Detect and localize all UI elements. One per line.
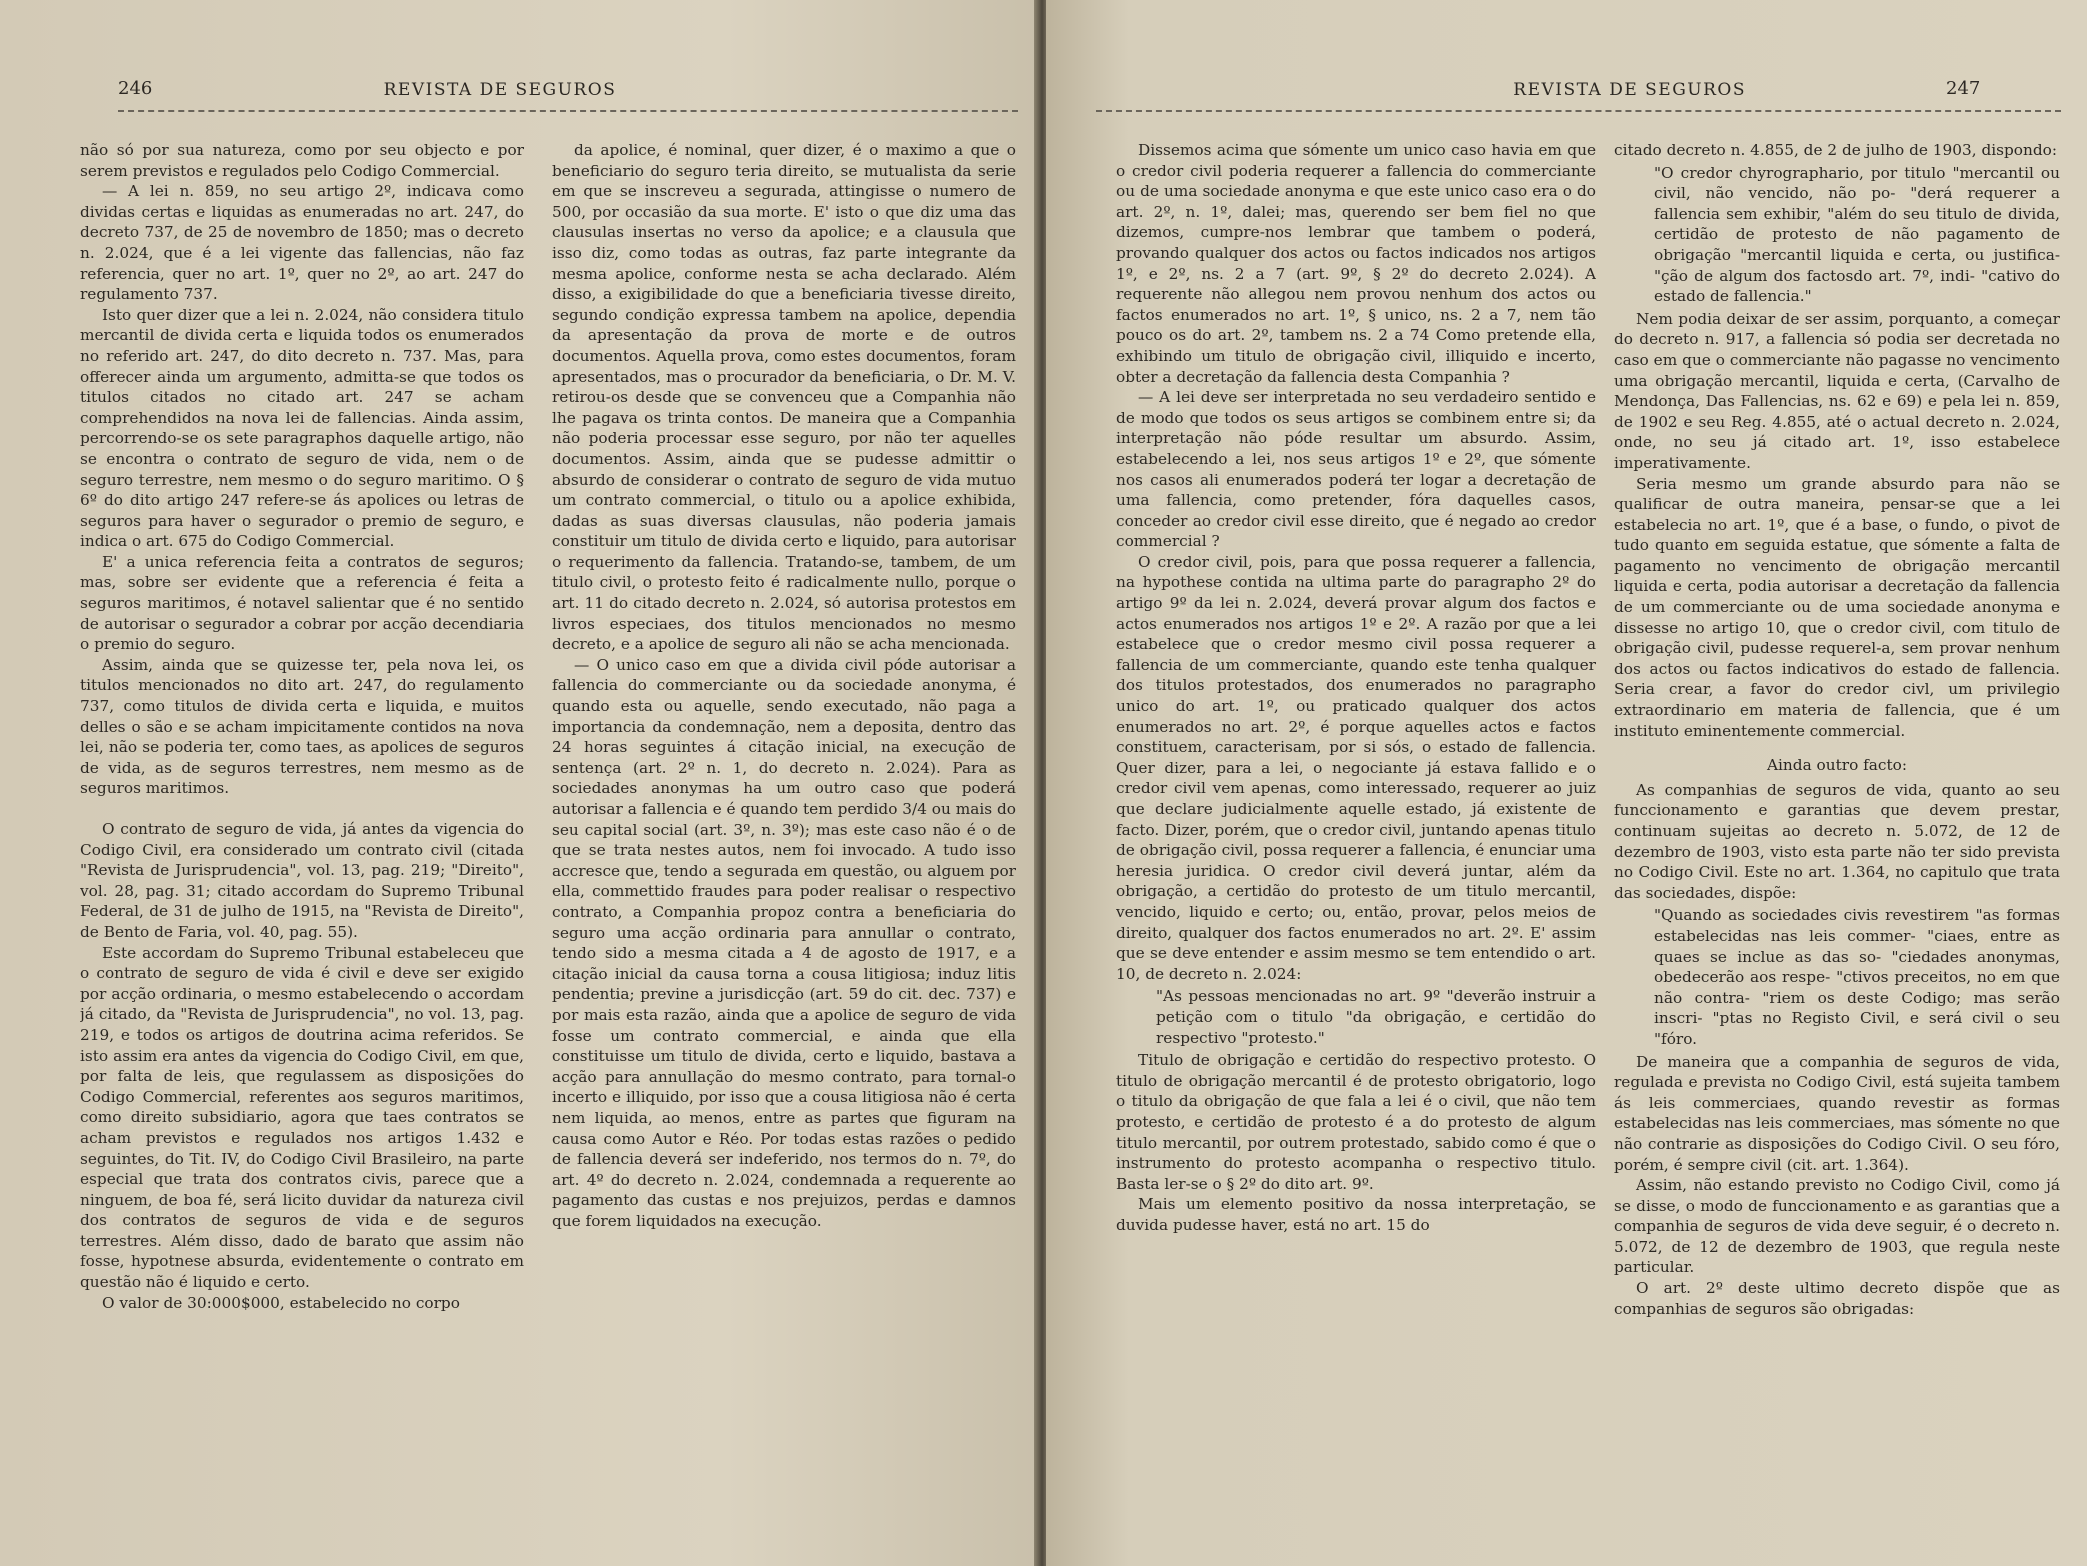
paragraph: Dissemos acima que sómente um unico caso havia em que o credor civil poderia requerer a fallencia do commerciante ou de uma sociedade anonyma e que este unico caso era o do art. 2º, n. 1º, dalei; mas, querendo ser bem fiel no que dizemos, cumpre-nos lembrar que tambem o poderá, provando qualquer dos actos ou factos indicados nos artigos 1º, e 2º, ns. 2 a 7 (art. 9º, § 2º do decreto 2.024). A requerente não allegou nem provou nenhum dos actos ou factos enumerados no art. 1º, § unico, ns. 2 a 7, nem tão pouco os do art. 2º, tambem ns. 2 a 74 Como pretende ella, exhibindo um titulo de obrigação civil, illiquido e incerto, obter a decretação da fallencia desta Companhia ?	[1116, 141, 1596, 386]
left-column-1	[80, 140, 524, 1540]
paragraph: Assim, ainda que se quizesse ter, pela nova lei, os titulos mencionados no dito art. 247, do regulamento 737, como titulos de divida certa e liquida, e muitos delles o são e se acham impicitamente contidos na nova lei, não se poderia ter, como taes, as apolices de seguros de vida, as de seguros terrestres, nem mesmo as de seguros maritimos.	[80, 655, 524, 798]
paragraph: O credor civil, pois, para que possa requerer a fallencia, na hypothese contida na ultima parte do paragrapho 2º do artigo 9º da lei n. 2.024, deverá provar algum dos factos e actos enumerados nos artigos 1º e 2º. A razão por que a lei estabelece que o credor mesmo civil possa requerer a fallencia de um commerciante, quando este tenha qualquer dos titulos protestados, dos enumerados no paragrapho unico do art. 1º, ou praticado qualquer dos actos enumerados no art. 2º, é porque aquelles actos e factos constituem, caracterisam, por si sós, o estado de fallencia. Quer dizer, para a lei, o negociante já estava fallido e o credor civil vem apenas, como interessado, requerer ao juiz que declare judicialmente aquelle estado, já existente de facto. Dizer, porém, que o credor civil, juntando apenas titulo de obrigação civil, possa requerer a fallencia, é enunciar uma heresia juridica. O credor civil deverá juntar, além da obrigação, a certidão do protesto de um titulo mercantil, vencido, liquido e certo; ou, então, provar, pelos meios de direito, qualquer dos factos enumerados no art. 2º. E' assim que se deve entender e assim mesmo se tem entendido o art. 10, de decreto n. 2.024:	[1116, 552, 1596, 983]
paragraph: citado decreto n. 4.855, de 2 de julho de 1903, dispondo:	[1614, 141, 2058, 159]
left-column-2	[552, 140, 1016, 1540]
paragraph: — A lei n. 859, no seu artigo 2º, indicava como dividas certas e liquidas as enumeradas no art. 247, do decreto 737, de 25 de novembro de 1850; mas o decreto n. 2.024, que é a lei vigente das fallencias, não faz referencia, quer no art. 1º, quer no 2º, ao art. 247 do regulamento 737.	[80, 182, 524, 304]
paragraph: não só por sua natureza, como por seu objecto e por serem previstos e regulados pelo Codigo Commercial.	[80, 141, 524, 180]
running-head-right: REVISTA DE SEGUROS	[1513, 80, 1746, 100]
block-quote: "As pessoas mencionadas no art. 9º "deverão instruir a petição com o titulo "da obrigação, e certidão do respectivo "protesto."	[1156, 987, 1596, 1047]
page-number-left: 246	[118, 78, 153, 99]
paragraph: De maneira que a companhia de seguros de vida, regulada e prevista no Codigo Civil, está sujeita tambem ás leis commerciaes, quando revestir as formas estabelecidas nas leis commerciaes, mas sómente no que não contrarie as disposições do Codigo Civil. O seu fóro, porém, é sempre civil (cit. art. 1.364).	[1614, 1052, 2060, 1174]
right-page	[1046, 0, 2087, 1566]
paragraph: da apolice, é nominal, quer dizer, é o maximo a que o beneficiario do seguro teria direito, se mutualista da serie em que se inscreveu a segurada, attingisse o numero de 500, por occasião da sua morte. E' isto o que diz uma das clausulas insertas no verso da apolice; e a clausula que isso diz, como todas as outras, faz parte integrante da mesma apolice, conforme nesta se acha declarado. Além disso, a exigibilidade do que a beneficiaria tivesse direito, segundo condição expressa tambem na apolice, dependia da apresentação da prova de morte e de outros documentos. Aquella prova, como estes documentos, foram apresentados, mas o procurador da beneficiaria, o Dr. M. V. retirou-os desde que se convenceu que a Companhia não lhe pagava os trinta contos. De maneira que a Companhia não poderia processar esse seguro, por não ter aquelles documentos. Assim, ainda que se pudesse admittir o absurdo de considerar o contrato de seguro de vida mutuo um contrato commercial, o titulo ou a apolice exhibida, dadas as suas diversas clausulas, não poderia jamais constituir um titulo de divida certo e liquido, para autorisar o requerimento da fallencia. Tratando-se, tambem, de um titulo civil, o protesto feito é radicalmente nullo, porque o art. 11 do citado decreto n. 2.024, só autorisa protestos em livros especiaes, dos titulos mencionados no mesmo decreto, e a apolice de seguro ali não se acha mencionada.	[552, 141, 1016, 654]
paragraph: Mais um elemento positivo da nossa interpretação, se duvida pudesse haver, está no art. 15 do	[1116, 1195, 1596, 1234]
paragraph: Nem podia deixar de ser assim, porquanto, a começar do decreto n. 917, a fallencia só podia ser decretada no caso em que o commerciante não pagasse no vencimento uma obrigação mercantil, liquida e certa, (Carvalho de Mendonça, Das Fallencias, ns. 62 e 69) e pela lei n. 859, de 1902 e seu Reg. 4.855, até o actual decreto n. 2.024, onde, no seu já citado art. 1º, isso estabelece imperativamente.	[1614, 309, 2060, 472]
block-quote: "O credor chyrographario, por titulo "mercantil ou civil, não vencido, não po- "derá requerer a fallencia sem exhibir, "além do seu titulo de divida, certidão de protesto de não pagamento de obrigação "mercantil liquida e certa, ou justifica- "ção de algum dos factosdo art. 7º, indi- "cativo do estado de fallencia."	[1654, 163, 2060, 306]
page-number-right: 247	[1946, 78, 1981, 99]
right-column-1	[1116, 140, 1596, 1540]
paragraph: Isto quer dizer que a lei n. 2.024, não considera titulo mercantil de divida certa e liquida todos os enumerados no referido art. 247, do dito decreto n. 737. Mas, para offerecer ainda um argumento, admitta-se que todos os titulos citados no citado art. 247 se acham comprehendidos na nova lei de fallencias. Ainda assim, percorrendo-se os sete paragraphos daquelle artigo, não se encontra o contrato de seguro de vida, nem o de seguro terrestre, nem mesmo o do seguro maritimo. O § 6º do dito artigo 247 refere-se ás apolices ou letras de seguros para haver o segurador o premio de seguro, e indica o art. 675 do Codigo Commercial.	[80, 305, 524, 551]
block-quote: "Quando as sociedades civis revestirem "as formas estabelecidas nas leis commer- "ciaes, entre as quaes se inclue as das so- "ciedades anonymas, obedecerão aos respe- "ctivos preceitos, no em que não contra- "riem os deste Codigo; mas serão inscri- "ptas no Registo Civil, e será civil o seu "fóro.	[1654, 906, 2060, 1048]
paragraph: Este accordam do Supremo Tribunal estabeleceu que o contrato de seguro de vida é civil e deve ser exigido por acção ordinaria, o mesmo estabelecendo o accordam já citado, da "Revista de Jurisprudencia", no vol. 13, pag. 219, e todos os artigos de doutrina acima referidos. Se isto assim era antes da vigencia do Codigo Civil, em que, por falta de leis, que regulassem as disposições do Codigo Commercial, referentes aos seguros maritimos, como direito subsidiario, agora que taes contratos se acham previstos e regulados nos artigos 1.432 e seguintes, do Tit. IV, do Codigo Civil Brasileiro, na parte especial que trata dos contratos civis, parece que a ninguem, de boa fé, será licito duvidar da natureza civil dos contratos de seguros de vida e de seguros terrestres. Além disso, dado de barato que assim não fosse, hypotnese absurda, evidentemente o contrato em questão não é liquido e certo.	[80, 943, 524, 1292]
right-column-2	[1614, 140, 2060, 1540]
paragraph: — A lei deve ser interpretada no seu verdadeiro sentido e de modo que todos os seus artigos se combinem entre si; da interpretação não póde resultar um absurdo. Assim, estabelecendo a lei, nos seus artigos 1º e 2º, que sómente nos casos ali enumerados poderá ter logar a decretação de uma fallencia, como pretender, fóra daquelles casos, conceder ao credor civil esse direito, que é negado ao credor commercial ?	[1116, 388, 1596, 551]
paragraph: O valor de 30:000$000, estabelecido no corpo	[102, 1293, 460, 1312]
paragraph: Assim, não estando previsto no Codigo Civil, como já se disse, o modo de funccionamento e as garantias que a companhia de seguros de vida deve seguir, é o decreto n. 5.072, de 12 de dezembro de 1903, que regula neste particular.	[1614, 1176, 2060, 1277]
paragraph: O art. 2º deste ultimo decreto dispõe que as companhias de seguros são obrigadas:	[1614, 1279, 2060, 1318]
paragraph: Ainda outro facto:	[1766, 756, 1908, 775]
header-rule-left	[118, 110, 1018, 112]
left-page	[0, 0, 1038, 1566]
paragraph: E' a unica referencia feita a contratos de seguros; mas, sobre ser evidente que a referencia é feita a seguros maritimos, é notavel salientar que é no sentido de autorisar o segurador a cobrar por acção decendiaria o premio do seguro.	[80, 552, 524, 654]
paragraph: — O unico caso em que a divida civil póde autorisar a fallencia do commerciante ou da sociedade anonyma, é quando esta ou aquelle, sendo executado, não paga a importancia da condemnação, nem a deposita, dentro das 24 horas seguintes á citação inicial, na execução de sentença (art. 2º n. 1, do decreto n. 2.024). Para as sociedades anonymas ha um outro caso que poderá autorisar a fallencia e é quando tem perdido 3/4 ou mais do seu capital social (art. 3º, n. 3º); mas este caso não é o de que se trata nestes autos, nem foi invocado. A tudo isso accresce que, tendo a segurada em questão, ou alguem por ella, commettido fraudes para poder realisar o respectivo contrato, a Companhia propoz contra a beneficiaria do seguro uma acção ordinaria para annullar o contrato, tendo sido a mesma citada a 4 de agosto de 1917, e a citação inicial da causa torna a cousa litigiosa; induz litis pendentia; previne a jurisdicção (art. 59 do cit. dec. 737) e por mais esta razão, ainda que a apolice de seguro de vida fosse um contrato commercial, e ainda que ella constituisse um titulo de divida, certo e liquido, bastava a acção para annullação do mesmo contrato, para tornal-o incerto e illiquido, por isso que a cousa litigiosa não é certa nem liquida, ao menos, entre as partes que figuram na causa como Autor e Réo. Por todas estas razões o pedido de fallencia deverá ser indeferido, nos termos do n. 7º, do art. 4º do decreto n. 2.024, condemnada a requerente ao pagamento das custas e nos prejuizos, perdas e damnos que forem liquidados na execução.	[552, 655, 1016, 1230]
paragraph: Titulo de obrigação e certidão do respectivo protesto. O titulo de obrigação mercantil é de protesto obrigatorio, logo o titulo da obrigação de que fala a lei é o civil, que não tem protesto, e certidão de protesto é a do protesto de algum titulo mercantil, por outrem protestado, sabido como é que o instrumento do protesto acompanha o respectivo titulo. Basta ler-se o § 2º do dito art. 9º.	[1116, 1051, 1596, 1193]
running-head-left: REVISTA DE SEGUROS	[383, 80, 617, 100]
paragraph: Seria mesmo um grande absurdo para não se qualificar de outra maneira, pensar-se que a lei estabelecia no art. 1º, que é a base, o fundo, o pivot de tudo quanto em seguida estatue, que sómente a falta de pagamento no vencimento de obrigação mercantil liquida e certa, podia autorisar a decretação da fallencia de um commerciante ou de uma sociedade anonyma e dissesse no artigo 10, que o credor civil, com titulo de obrigação civil, pudesse requerel-a, sem provar nenhum dos actos ou factos indicativos do estado de fallencia. Seria crear, a favor do credor civl, um privilegio extraordinario em materia de fallencia, que é um instituto eminentemente commercial.	[1614, 474, 2060, 740]
paragraph: As companhias de seguros de vida, quanto ao seu funccionamento e garantias que devem prestar, continuam sujeitas ao decreto n. 5.072, de 12 de dezembro de 1903, visto esta parte não ter sido prevista no Codigo Civil. Este no art. 1.364, no capitulo que trata das sociedades, dispõe:	[1614, 780, 2060, 902]
paragraph: O contrato de seguro de vida, já antes da vigencia do Codigo Civil, era considerado um contrato civil (citada "Revista de Jurisprudencia", vol. 13, pag. 219; "Direito", vol. 28, pag. 31; citado accordam do Supremo Tribunal Federal, de 31 de julho de 1915, na "Revista de Direito", de Bento de Faria, vol. 40, pag. 55).	[80, 820, 524, 941]
header-rule-right	[1096, 110, 2061, 112]
